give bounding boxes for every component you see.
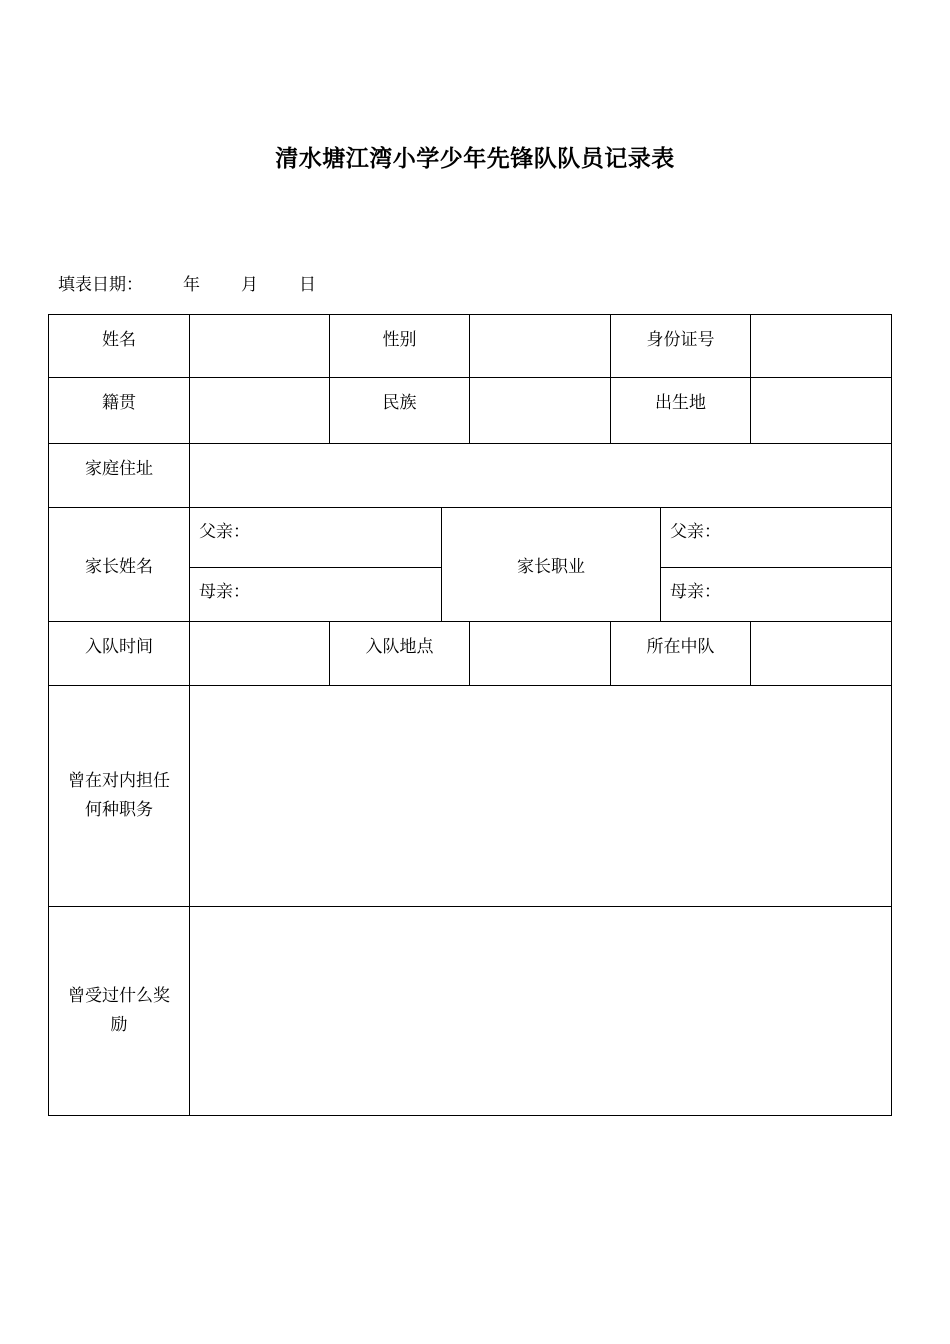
native-place-label: 籍贯 [48, 378, 190, 444]
parent-name-label: 家长姓名 [48, 508, 190, 622]
gender-field[interactable] [470, 314, 611, 378]
native-place-field[interactable] [190, 378, 330, 444]
ethnicity-label: 民族 [330, 378, 470, 444]
join-time-field[interactable] [190, 622, 330, 686]
record-form [48, 314, 892, 1116]
join-time-label: 入队时间 [48, 622, 190, 686]
positions-held-field[interactable] [190, 686, 892, 907]
id-number-label: 身份证号 [611, 314, 751, 378]
squadron-field[interactable] [751, 622, 892, 686]
father-job-field[interactable]: 父亲： [661, 508, 892, 568]
name-field[interactable] [190, 314, 330, 378]
awards-label: 曾受过什么奖励 [48, 907, 190, 1116]
page-title: 清水塘江湾小学少年先锋队队员记录表 [275, 146, 675, 172]
gender-label: 性别 [330, 314, 470, 378]
awards-field[interactable] [190, 907, 892, 1116]
home-address-field[interactable] [190, 444, 892, 508]
name-label: 姓名 [48, 314, 190, 378]
squadron-label: 所在中队 [611, 622, 751, 686]
birthplace-field[interactable] [751, 378, 892, 444]
year-unit: 年 [183, 275, 200, 295]
mother-name-field[interactable]: 母亲： [190, 568, 442, 622]
birthplace-label: 出生地 [611, 378, 751, 444]
fill-date-label: 填表日期： [58, 275, 143, 295]
ethnicity-field[interactable] [470, 378, 611, 444]
mother-job-field[interactable]: 母亲： [661, 568, 892, 622]
fill-date-line [58, 270, 316, 295]
join-place-label: 入队地点 [330, 622, 470, 686]
id-number-field[interactable] [751, 314, 892, 378]
month-unit: 月 [241, 275, 258, 295]
day-unit: 日 [299, 275, 316, 295]
join-place-field[interactable] [470, 622, 611, 686]
home-address-label: 家庭住址 [48, 444, 190, 508]
parent-job-label: 家长职业 [442, 508, 661, 622]
positions-held-label: 曾在对内担任何种职务 [48, 686, 190, 907]
father-name-field[interactable]: 父亲： [190, 508, 442, 568]
